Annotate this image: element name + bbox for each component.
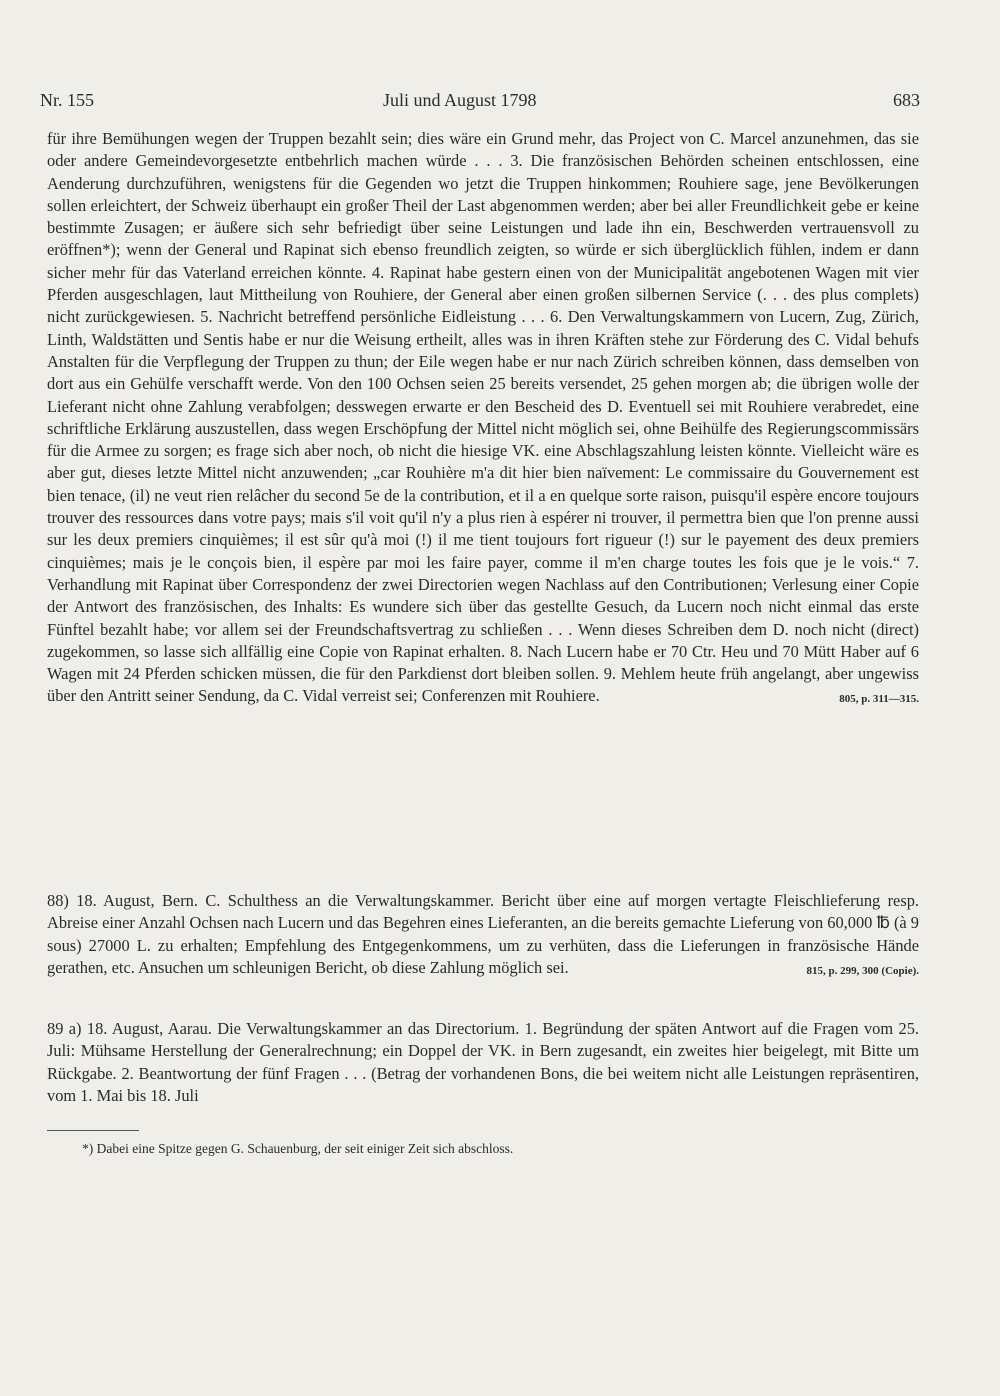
source-reference: 805, p. 311—315. [839,693,919,706]
footnote-divider [47,1130,139,1131]
source-reference: 815, p. 299, 300 (Copie). [806,964,919,977]
paragraph-text: 89 a) 18. August, Aarau. Die Verwaltungskammer an das Directorium. 1. Begründung der späten Antwort auf die Fragen vom 25. Juli: Mühsame Herstellung der Generalrechnung; ein Doppel der VK. in Bern zugesandt, ein zweites hier beigelegt, mit Bitte um Rückgabe. 2. Beantwortung der fünf Fragen . . . (Betrag der vorhandenen Bons, die bei weitem nicht alle Leistungen repräsentiren, vom 1. Mai bis 18. Juli [47,1019,919,1105]
paragraph-text: für ihre Bemühungen wegen der Truppen bezahlt sein; dies wäre ein Grund mehr, das Project von C. Marcel anzunehmen, das sie oder andere Gemeindevorgesetzte entbehrlich machen würde . . . 3. Die französischen Behörden scheinen entschlossen, eine Aenderung durchzuführen, wenigstens für die Gegenden wo jetzt die Truppen hinkommen; Rouhiere sage, jene Bevölkerungen sollen erleichtert, der Schweiz überhaupt ein großer Theil der Last abgenommen werden; aber bei aller Freundlichkeit gebe er keine bestimmte Zusagen; er äußere sich sehr befriedigt über seine Leistungen und lade ihn ein, Beschwerden vertrauensvoll zu eröffnen*); wenn der General und Rapinat sich ebenso freundlich zeigten, so würde er sich überglücklich fühlen, indem er dann sicher mehr für das Vaterland erreichen könnte. 4. Rapinat habe gestern einen von der Municipalität angebotenen Wagen mit vier Pferden ausgeschlagen, laut Mittheilung von Rouhiere, der General aber einen großen silbernen Service (. . . des plus complets) nicht zurückgewiesen. 5. Nachricht betreffend persönliche Eidleistung . . . 6. Den Verwaltungskammern von Lucern, Zug, Zürich, Linth, Waldstätten und Sentis habe er nur die Weisung ertheilt, alles was in ihren Kräften stehe zur Förderung des C. Vidal behufs Anstalten für die Verpflegung der Truppen zu thun; der Eile wegen habe er nur nach Zürich schreiben können, dass demselben von dort aus ein Gehülfe verschafft werde. Von den 100 Ochsen seien 25 bereits versendet, 25 gehen morgen ab; die übrigen wolle der Lieferant nicht ohne Zahlung verabfolgen; desswegen erwarte er den Bescheid des D. Eventuell sei mit Rouhiere verabredet, eine schriftliche Erklärung auszustellen, dass wegen Erschöpfung der Mittel nicht möglich sei, ohne Beihülfe des Regierungscommissärs für die Armee zu sorgen; es frage sich aber noch, ob nicht die hiesige VK. eine Abschlagszahlung leisten könnte. Vielleicht wäre es aber gut, dieses letzte Mittel nicht anzuwenden; „car Rouhière m'a dit hier bien naïvement: Le commissaire du Gouvernement est bien tenace, (il) ne veut rien relâcher du second 5e de la contribution, et il a en quelque sorte raison, puisqu'il espère encore toujours trouver des ressources dans votre pays; mais s'il voit qu'il n'y a plus rien à espérer ni trouver, il permettra bien que l'on prenne aussi sur les deux premiers cinquièmes; il est sûr qu'à moi (!) il me tient toujours fort rigueur (!) sur le payement des deux premiers cinquièmes; mais je le conçois bien, il espère par moi les faire payer, comme il m'en charge toutes les fois que je le vois.“ 7. Verhandlung mit Rapinat über Correspondenz der zwei Directorien wegen Nachlass auf den Contributionen; Verlesung einer Copie der Antwort des französischen, des Inhalts: Es wundere sich über das gestellte Gesuch, da Lucern noch nicht einmal das erste Fünftel bezahlt habe; vor allem sei der Freundschaftsvertrag zu schließen . . . Wenn dieses Schreiben dem D. noch nicht (direct) zugekommen, so lasse sich allfällig eine Copie von Rapinat erhalten. 8. Nach Lucern habe er 70 Ctr. Heu und 70 Mütt Haber auf 6 Wagen mit 24 Pferden schicken müssen, die für den Parkdienst dort bleiben sollen. 9. Mehlem heute früh angelangt, aber ungewiss über den Antritt seiner Sendung, da C. Vidal verreist sei; Conferenzen mit Rouhiere. [47,129,919,706]
page-header [40,90,920,118]
paragraph-89a [47,1018,919,1107]
footnote: *) Dabei eine Spitze gegen G. Schauenburg, der seit einiger Zeit sich abschloss. [82,1141,514,1156]
page-number: 683 [893,90,920,110]
paragraph-88 [47,890,919,982]
running-title: Juli und August 1798 [383,90,537,110]
document-number: Nr. 155 [40,90,94,110]
paragraph-87-continuation [47,128,919,711]
paragraph-text: 88) 18. August, Bern. C. Schulthess an die Verwaltungskammer. Bericht über eine auf morgen vertagte Fleischlieferung resp. Abreise einer Anzahl Ochsen nach Lucern und das Begehren eines Lieferanten, an die bereits gemachte Lieferung von 60,000 ℔ (à 9 sous) 27000 L. zu erhalten; Empfehlung des Entgegenkommens, um zu verhüten, dass die Lieferungen in französische Hände gerathen, etc. Ansuchen um schleunigen Bericht, ob diese Zahlung möglich sei. [47,891,919,977]
